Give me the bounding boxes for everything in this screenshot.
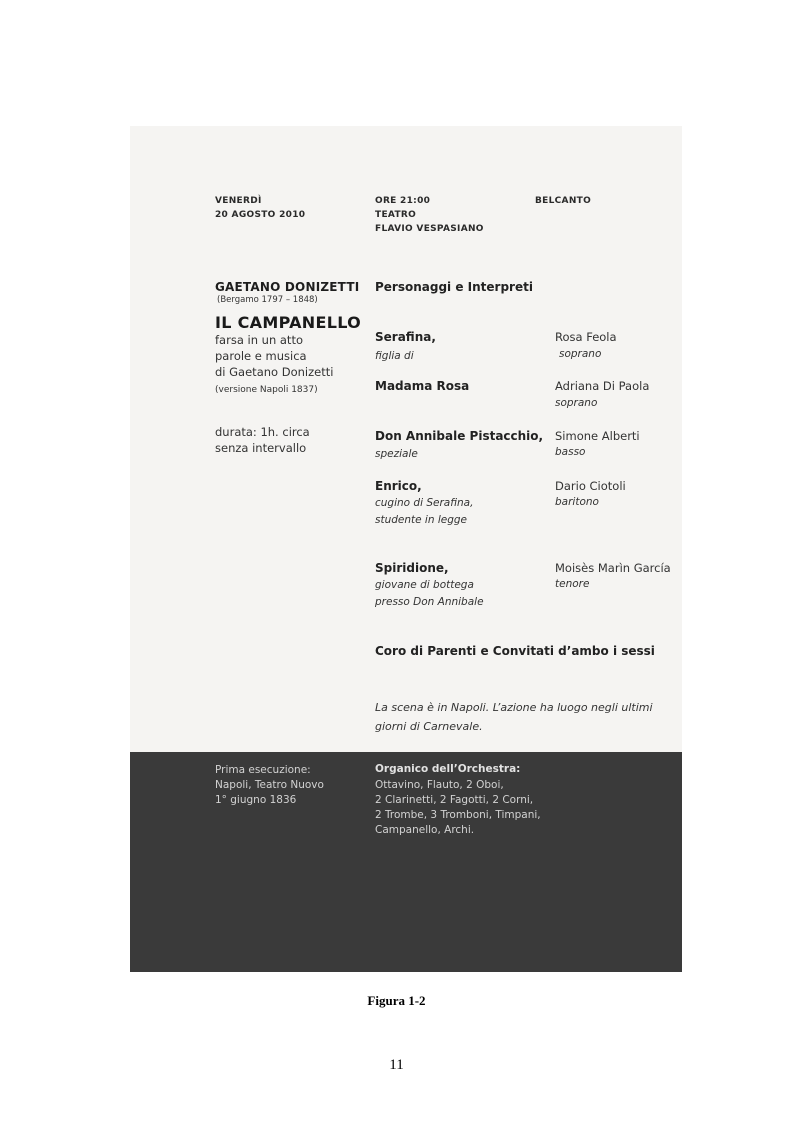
scene-note: La scena è in Napoli. L’azione ha luogo negli ultimi giorni di Carnevale. [375, 701, 653, 733]
cast-singer: Rosa Feola [555, 330, 617, 344]
cast-voice: tenore [555, 578, 590, 590]
desc-line: studente in legge [375, 514, 468, 526]
page-number: 11 [389, 1057, 404, 1073]
cast-voice: baritono [555, 496, 599, 508]
cast-role: Serafina, [375, 330, 436, 344]
duration: durata: 1h. circa [215, 425, 310, 439]
description-line: di Gaetano Donizetti [215, 365, 334, 379]
premiere-date: 1° giugno 1836 [215, 794, 297, 806]
desc-line: presso Don Annibale [375, 596, 484, 608]
cast-role-desc: figlia di [375, 350, 414, 362]
composer-dates: (Bergamo 1797 – 1848) [217, 295, 318, 305]
orchestra-list [375, 778, 541, 838]
composer: GAETANO DONIZETTI [215, 280, 360, 294]
cast-singer: Adriana Di Paola [555, 379, 650, 393]
orchestra-line: Campanello, Archi. [375, 824, 475, 836]
desc-line: cugino di Serafina, [375, 497, 474, 509]
description-line: farsa in un atto [215, 333, 303, 347]
figure-caption: Figura 1-2 [367, 993, 426, 1008]
cast-heading: Personaggi e Interpreti [375, 280, 533, 294]
desc-line: giovane di bottega [375, 579, 474, 591]
orchestra-line: Ottavino, Flauto, 2 Oboi, [375, 779, 504, 791]
venue-line-1: TEATRO [375, 210, 417, 220]
info-band [130, 752, 682, 972]
cast-voice: soprano [555, 397, 598, 409]
venue-line-2: FLAVIO VESPASIANO [375, 224, 484, 234]
premiere-place: Napoli, Teatro Nuovo [215, 779, 324, 791]
day: VENERDÌ [215, 196, 262, 206]
orchestra-line: 2 Trombe, 3 Tromboni, Timpani, [375, 809, 541, 821]
cast-role-desc: speziale [375, 448, 418, 460]
cast-singer: Simone Alberti [555, 429, 640, 443]
cast-role-desc [375, 495, 473, 529]
cast-singer: Dario Ciotoli [555, 479, 626, 493]
cast-role: Enrico, [375, 479, 422, 493]
cast-role: Spiridione, [375, 561, 449, 575]
chorus: Coro di Parenti e Convitati d’ambo i sessi [375, 644, 655, 658]
version: (versione Napoli 1837) [215, 385, 318, 395]
orchestra-heading: Organico dell’Orchestra: [375, 763, 521, 775]
orchestra-line: 2 Clarinetti, 2 Fagotti, 2 Corni, [375, 794, 534, 806]
cast-voice: basso [555, 446, 586, 458]
date: 20 AGOSTO 2010 [215, 210, 306, 220]
series: BELCANTO [535, 196, 592, 206]
cast-singer: Moisès Marìn García [555, 561, 671, 575]
program-photo [130, 126, 682, 972]
time: ORE 21:00 [375, 196, 431, 206]
description-line: parole e musica [215, 349, 307, 363]
cast-role: Don Annibale Pistacchio, [375, 429, 544, 443]
opera-description [215, 332, 333, 380]
cast-role: Madama Rosa [375, 379, 470, 393]
intermission: senza intervallo [215, 441, 307, 455]
premiere-label: Prima esecuzione: [215, 764, 311, 776]
cast-role-desc [375, 577, 484, 611]
cast-voice: soprano [559, 348, 602, 360]
opera-title: IL CAMPANELLO [215, 313, 362, 332]
